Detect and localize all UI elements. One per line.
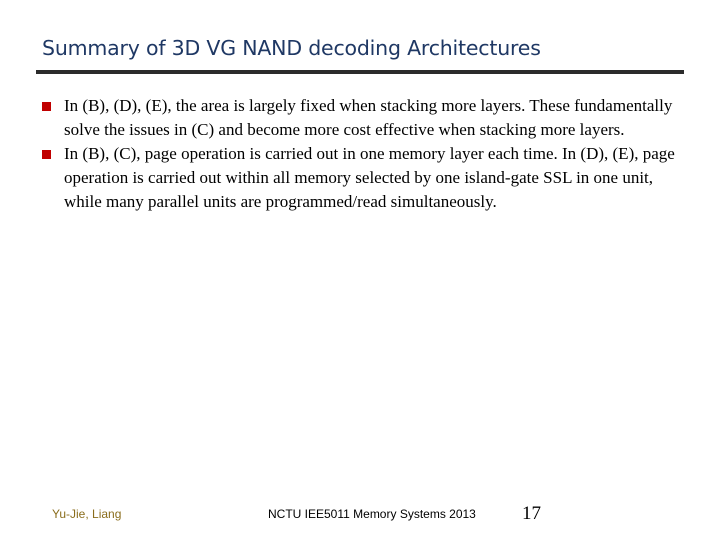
square-bullet-icon [42,102,51,111]
title-divider [36,70,684,74]
bullet-item [42,142,682,214]
bullet-text: In (B), (D), (E), the area is largely fixed when stacking more layers. These fundamentally solve the issues in (C) and become more cost effective when stacking more layers. [64,96,673,139]
footer-course: NCTU IEE5011 Memory Systems 2013 [268,507,476,521]
bullet-item [42,94,682,142]
footer-author: Yu-Jie, Liang [52,507,122,521]
page-number: 17 [522,503,541,524]
slide-title: Summary of 3D VG NAND decoding Architectures [42,36,541,60]
square-bullet-icon [42,150,51,159]
bullet-list [42,94,682,214]
bullet-text: In (B), (C), page operation is carried out in one memory layer each time. In (D), (E), page operation is carried out within all memory selected by one island-gate SSL in one unit, while many parallel units are programmed/read simultaneously. [64,144,675,211]
